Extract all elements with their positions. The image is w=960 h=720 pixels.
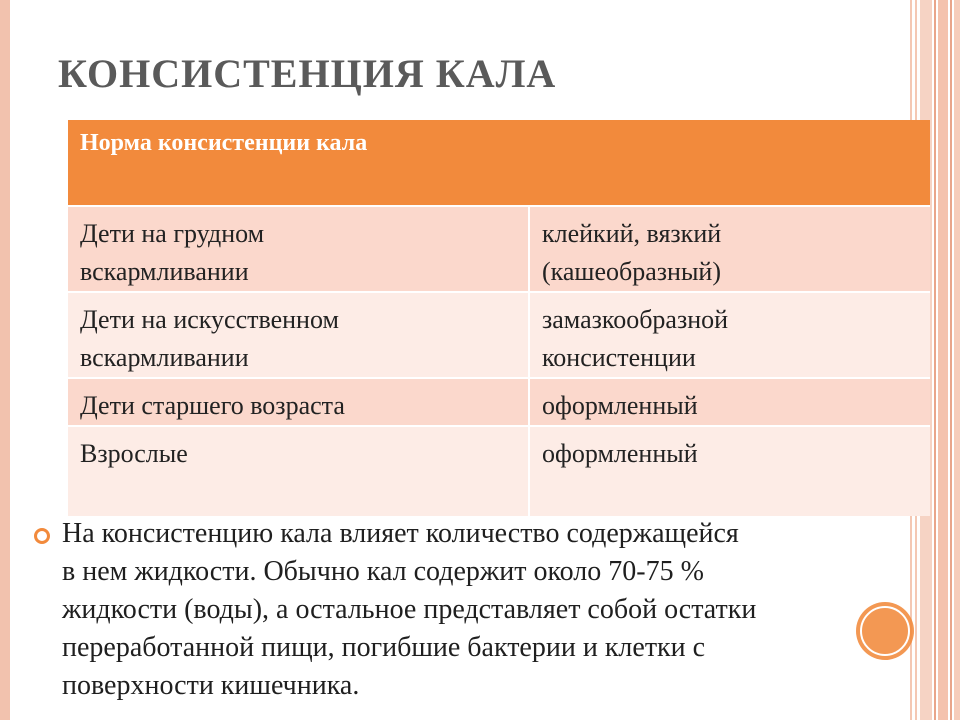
table-header: Норма консистенции кала (68, 120, 930, 206)
stool-consistency-table (68, 120, 930, 516)
paragraph-line: переработанной пищи, погибшие бактерии и клетки с (62, 632, 706, 663)
stool-consistency-table-container (68, 120, 930, 516)
cell-line: замазкообразной (542, 305, 729, 334)
slide-title: КОНСИСТЕНЦИЯ КАЛА (58, 51, 557, 96)
table-cell-value (529, 206, 930, 292)
body-paragraph (62, 515, 942, 705)
cell-line: клейкий, вязкий (542, 219, 722, 248)
cell-line: Дети на искусственном (80, 305, 339, 334)
table-cell-group (68, 292, 529, 378)
table-cell-value (529, 292, 930, 378)
paragraph-line: На консистенцию кала влияет количество содержащейся (62, 518, 739, 549)
table-row (68, 206, 930, 292)
paragraph-line: жидкости (воды), а остальное представляет собой остатки (62, 594, 757, 625)
cell-line: оформленный (542, 391, 698, 420)
table-cell-value (529, 426, 930, 516)
left-border-decoration (0, 0, 10, 720)
cell-line: Взрослые (80, 439, 188, 468)
decorative-circle (856, 602, 914, 660)
table-row (68, 426, 930, 516)
cell-line: Дети на грудном (80, 219, 265, 248)
table-cell-value (529, 378, 930, 426)
table-cell-group (68, 378, 529, 426)
table-cell-group (68, 206, 529, 292)
cell-line: Дети старшего возраста (80, 391, 345, 420)
paragraph-line: поверхности кишечника. (62, 670, 360, 701)
cell-line: консистенции (542, 343, 696, 372)
cell-line: оформленный (542, 439, 698, 468)
table-row (68, 292, 930, 378)
table-row (68, 378, 930, 426)
cell-line: вскармливании (80, 257, 249, 286)
ring-bullet-icon (34, 528, 50, 544)
paragraph-line: в нем жидкости. Обычно кал содержит около 70-75 % (62, 556, 704, 587)
cell-line: вскармливании (80, 343, 249, 372)
cell-line: (кашеобразный) (542, 257, 721, 286)
table-cell-group (68, 426, 529, 516)
